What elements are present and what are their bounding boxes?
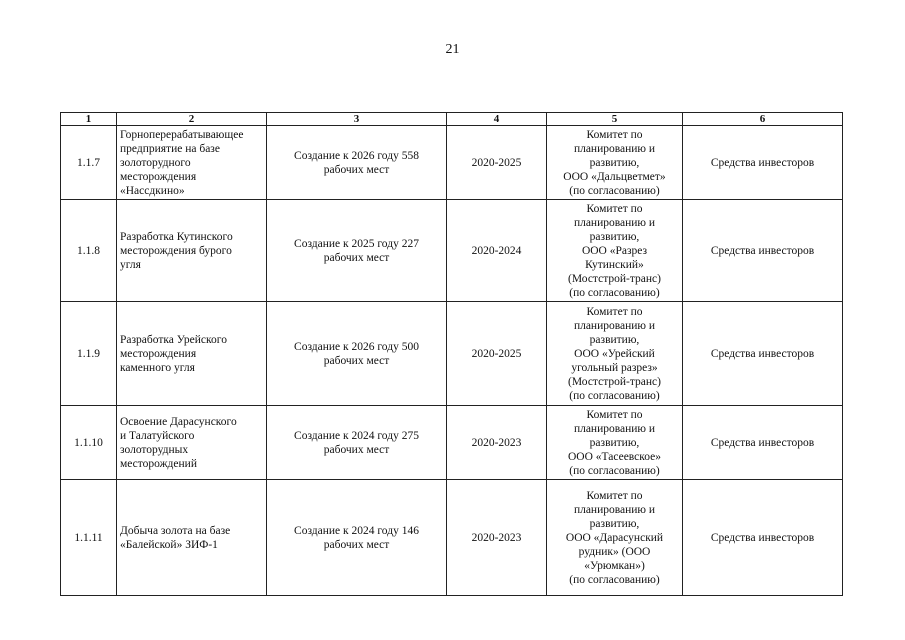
table-row <box>61 126 843 200</box>
row-number-cell: 1.1.9 <box>61 302 117 406</box>
responsible-line: планированию и <box>573 422 656 435</box>
measures-table <box>60 112 843 596</box>
column-header: 2 <box>117 113 267 126</box>
measure-name-line: месторождения <box>120 347 197 360</box>
expected-result-line: рабочих мест <box>323 538 390 551</box>
period-cell: 2020-2025 <box>447 302 547 406</box>
measure-name-cell <box>117 480 267 596</box>
expected-result-cell <box>267 200 447 302</box>
responsible-line: ООО «Разрез <box>581 244 648 257</box>
table-body <box>61 126 843 596</box>
column-header: 3 <box>267 113 447 126</box>
column-header: 5 <box>547 113 683 126</box>
column-header: 6 <box>683 113 843 126</box>
responsible-line: планированию и <box>573 319 656 332</box>
responsible-cell <box>547 480 683 596</box>
measure-name-line: предприятие на базе <box>120 142 220 155</box>
responsible-cell <box>547 302 683 406</box>
row-number-cell: 1.1.10 <box>61 406 117 480</box>
responsible-cell <box>547 406 683 480</box>
responsible-line: Комитет по <box>586 202 643 215</box>
responsible-line: ООО «Дарасунский <box>565 531 664 544</box>
expected-result-cell <box>267 480 447 596</box>
responsible-line: «Урюмкан») <box>584 559 645 572</box>
measure-name-line: Добыча золота на базе <box>120 524 231 537</box>
responsible-line: (по согласованию) <box>569 573 660 586</box>
measure-name-cell <box>117 200 267 302</box>
table-row <box>61 480 843 596</box>
funding-source-cell: Средства инвесторов <box>683 480 843 596</box>
responsible-line: ООО «Дальцветмет» <box>563 170 666 183</box>
expected-result-line: Создание к 2024 году 275 <box>294 429 419 442</box>
header-row <box>61 113 843 126</box>
measure-name-line: Разработка Урейского <box>120 333 227 346</box>
measure-name-cell <box>117 302 267 406</box>
measure-name-line: золоторудного <box>120 156 191 169</box>
responsible-line: Кутинский» <box>585 258 644 271</box>
measure-name-cell <box>117 126 267 200</box>
measure-name-line: Освоение Дарасунского <box>120 415 237 428</box>
table-row <box>61 406 843 480</box>
expected-result-cell <box>267 406 447 480</box>
measure-name-line: угля <box>120 258 141 271</box>
funding-source-cell: Средства инвесторов <box>683 126 843 200</box>
responsible-line: Комитет по <box>586 128 643 141</box>
row-number-cell: 1.1.7 <box>61 126 117 200</box>
measure-name-line: каменного угля <box>120 361 195 374</box>
measure-name-line: и Талатуйского <box>120 429 195 442</box>
expected-result-line: Создание к 2026 году 558 <box>294 149 419 162</box>
measure-name-cell <box>117 406 267 480</box>
measure-name-line: золоторудных <box>120 443 189 456</box>
expected-result-cell <box>267 126 447 200</box>
expected-result-line: Создание к 2024 году 146 <box>294 524 419 537</box>
row-number-cell: 1.1.11 <box>61 480 117 596</box>
responsible-line: развитию, <box>589 436 640 449</box>
funding-source-cell: Средства инвесторов <box>683 200 843 302</box>
table-row <box>61 200 843 302</box>
responsible-line: рудник» (ООО <box>578 545 651 558</box>
expected-result-cell <box>267 302 447 406</box>
expected-result-line: рабочих мест <box>323 443 390 456</box>
period-cell: 2020-2023 <box>447 480 547 596</box>
responsible-line: развитию, <box>589 333 640 346</box>
responsible-line: ООО «Урейский <box>574 347 655 360</box>
responsible-line: Комитет по <box>586 408 643 421</box>
measure-name-line: «Нассдкино» <box>120 184 185 197</box>
page-number: 21 <box>445 42 460 57</box>
measure-name-line: месторождений <box>120 457 197 470</box>
responsible-line: Комитет по <box>586 489 643 502</box>
expected-result-line: рабочих мест <box>323 163 390 176</box>
expected-result-line: Создание к 2026 году 500 <box>294 340 419 353</box>
responsible-line: (по согласованию) <box>569 184 660 197</box>
responsible-line: угольный разрез» <box>571 361 658 374</box>
responsible-line: планированию и <box>573 216 656 229</box>
column-header: 1 <box>61 113 117 126</box>
responsible-line: (Мостстрой-транс) <box>568 272 661 285</box>
measure-name-line: «Балейской» ЗИФ-1 <box>120 538 218 551</box>
period-cell: 2020-2024 <box>447 200 547 302</box>
measure-name-line: месторождения <box>120 170 197 183</box>
responsible-line: ООО «Тасеевское» <box>567 450 662 463</box>
responsible-cell <box>547 126 683 200</box>
responsible-line: планированию и <box>573 142 656 155</box>
responsible-line: развитию, <box>589 517 640 530</box>
row-number-cell: 1.1.8 <box>61 200 117 302</box>
responsible-line: (по согласованию) <box>569 464 660 477</box>
expected-result-line: рабочих мест <box>323 354 390 367</box>
responsible-cell <box>547 200 683 302</box>
responsible-line: (по согласованию) <box>569 286 660 299</box>
column-header: 4 <box>447 113 547 126</box>
period-cell: 2020-2023 <box>447 406 547 480</box>
measure-name-line: Разработка Кутинского <box>120 230 233 243</box>
responsible-line: развитию, <box>589 156 640 169</box>
expected-result-line: Создание к 2025 году 227 <box>294 237 419 250</box>
expected-result-line: рабочих мест <box>323 251 390 264</box>
table-row <box>61 302 843 406</box>
funding-source-cell: Средства инвесторов <box>683 302 843 406</box>
funding-source-cell: Средства инвесторов <box>683 406 843 480</box>
responsible-line: (по согласованию) <box>569 389 660 402</box>
measure-name-line: Горноперерабатывающее <box>120 128 244 141</box>
period-cell: 2020-2025 <box>447 126 547 200</box>
responsible-line: развитию, <box>589 230 640 243</box>
responsible-line: планированию и <box>573 503 656 516</box>
measure-name-line: месторождения бурого <box>120 244 232 257</box>
responsible-line: (Мостстрой-транс) <box>568 375 661 388</box>
responsible-line: Комитет по <box>586 305 643 318</box>
